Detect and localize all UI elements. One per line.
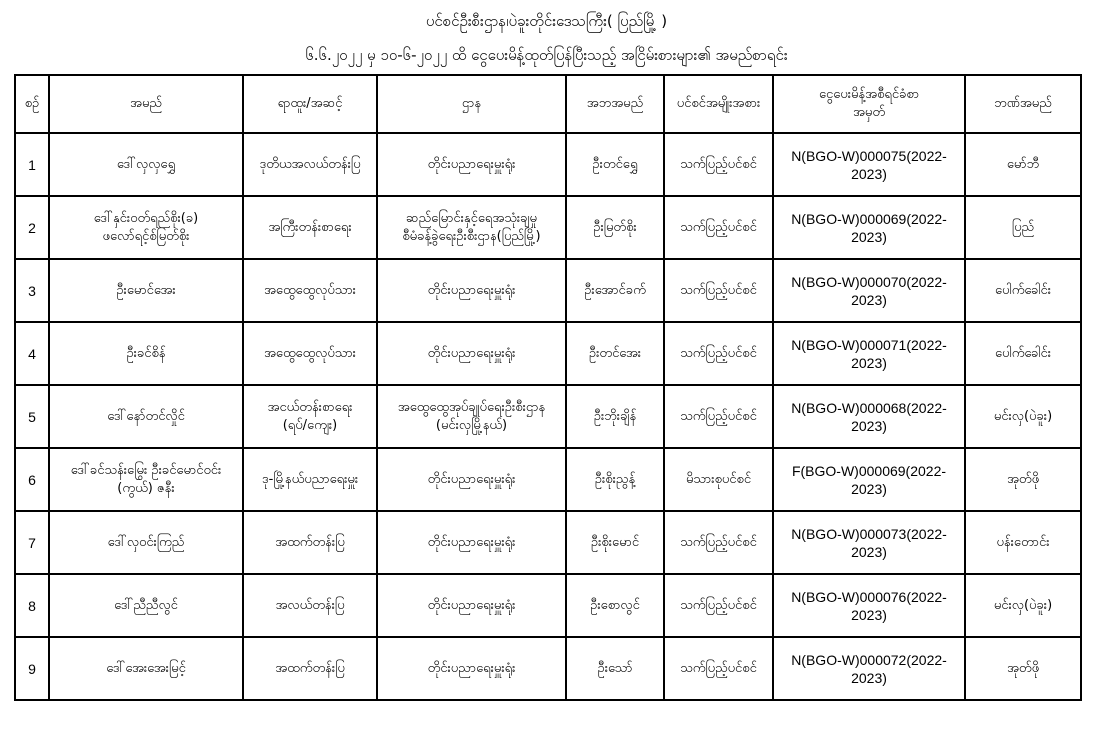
- cell-no: 5: [15, 385, 49, 448]
- table-row: [15, 133, 1081, 196]
- cell-name: ဒေါ်ညီညီလွင်: [49, 574, 243, 637]
- cell-father: ဦးအောင်ခက်: [566, 259, 664, 322]
- cell-no: 9: [15, 637, 49, 700]
- cell-ref: N(BGO-W)000071(2022-2023): [773, 322, 965, 385]
- cell-father: ဦးစောလွင်: [566, 574, 664, 637]
- cell-department: တိုင်းပညာရေးမှူးရုံး: [377, 448, 566, 511]
- cell-father: ဦးစိုးမောင်: [566, 511, 664, 574]
- cell-father: ဦးတင်ရွှေ: [566, 133, 664, 196]
- cell-pension-type: သက်ပြည့်ပင်စင်: [664, 574, 773, 637]
- col-header-department: ဌာန: [377, 75, 566, 133]
- cell-no: 4: [15, 322, 49, 385]
- cell-department: တိုင်းပညာရေးမှူးရုံး: [377, 574, 566, 637]
- cell-name: ဦးမောင်အေး: [49, 259, 243, 322]
- cell-father: ဦးစိုးညွန့်: [566, 448, 664, 511]
- cell-department: တိုင်းပညာရေးမှူးရုံး: [377, 259, 566, 322]
- cell-father: ဦးမြတ်စိုး: [566, 196, 664, 259]
- cell-ref: N(BGO-W)000069(2022-2023): [773, 196, 965, 259]
- cell-pension-type: သက်ပြည့်ပင်စင်: [664, 385, 773, 448]
- cell-no: 6: [15, 448, 49, 511]
- cell-pension-type: မိသားစုပင်စင်: [664, 448, 773, 511]
- pension-table: [14, 74, 1082, 701]
- col-header-father: အဘအမည်: [566, 75, 664, 133]
- col-header-no: စဉ်: [15, 75, 49, 133]
- cell-bank: မင်းလှ(ပဲခူး): [965, 385, 1081, 448]
- col-header-rank: ရာထူး/အဆင့်: [243, 75, 377, 133]
- cell-ref: N(BGO-W)000073(2022-2023): [773, 511, 965, 574]
- cell-department: တိုင်းပညာရေးမှူးရုံး: [377, 133, 566, 196]
- cell-name: ဦးခင်စိန်: [49, 322, 243, 385]
- cell-ref: N(BGO-W)000076(2022-2023): [773, 574, 965, 637]
- table-row: [15, 196, 1081, 259]
- cell-name: ဒေါ်အေးအေးမြင့်: [49, 637, 243, 700]
- cell-father: ဦးသော်: [566, 637, 664, 700]
- cell-name: ဒေါ်နှင်းဝတ်ရည်စိုး(ခ) ဖလော်ရင့်စ်မြတ်စိုး: [49, 196, 243, 259]
- table-row: [15, 322, 1081, 385]
- col-header-ref: ငွေပေးမိန့်အစီရင်ခံစာ အမှတ်: [773, 75, 965, 133]
- cell-bank: မင်းလှ(ပဲခူး): [965, 574, 1081, 637]
- cell-pension-type: သက်ပြည့်ပင်စင်: [664, 259, 773, 322]
- cell-rank: ဒုတိယအလယ်တန်းပြ: [243, 133, 377, 196]
- cell-rank: အလယ်တန်းပြ: [243, 574, 377, 637]
- table-row: [15, 574, 1081, 637]
- cell-bank: ပန်းတောင်း: [965, 511, 1081, 574]
- cell-rank: အကြီးတန်းစာရေး: [243, 196, 377, 259]
- col-header-name: အမည်: [49, 75, 243, 133]
- cell-pension-type: သက်ပြည့်ပင်စင်: [664, 511, 773, 574]
- cell-name: ဒေါ်နော်တင်လှိုင်: [49, 385, 243, 448]
- cell-department: တိုင်းပညာရေးမှူးရုံး: [377, 322, 566, 385]
- cell-department: တိုင်းပညာရေးမှူးရုံး: [377, 637, 566, 700]
- cell-department: အထွေထွေအုပ်ချုပ်ရေးဦးစီးဌာန (မင်းလှမြို့နယ်): [377, 385, 566, 448]
- cell-father: ဦးတင်အေး: [566, 322, 664, 385]
- cell-pension-type: သက်ပြည့်ပင်စင်: [664, 322, 773, 385]
- cell-no: 8: [15, 574, 49, 637]
- cell-rank: ဒု-မြို့နယ်ပညာရေးမှူး: [243, 448, 377, 511]
- cell-ref: N(BGO-W)000075(2022-2023): [773, 133, 965, 196]
- cell-rank: အထွေထွေလုပ်သား: [243, 322, 377, 385]
- cell-department: တိုင်းပညာရေးမှူးရုံး: [377, 511, 566, 574]
- cell-bank: အုတ်ဖို: [965, 637, 1081, 700]
- cell-pension-type: သက်ပြည့်ပင်စင်: [664, 133, 773, 196]
- cell-ref: N(BGO-W)000072(2022-2023): [773, 637, 965, 700]
- cell-bank: မော်ဘီ: [965, 133, 1081, 196]
- table-row: [15, 511, 1081, 574]
- cell-pension-type: သက်ပြည့်ပင်စင်: [664, 637, 773, 700]
- cell-ref: N(BGO-W)000070(2022-2023): [773, 259, 965, 322]
- table-row: [15, 385, 1081, 448]
- cell-bank: အုတ်ဖို: [965, 448, 1081, 511]
- table-row: [15, 448, 1081, 511]
- cell-pension-type: သက်ပြည့်ပင်စင်: [664, 196, 773, 259]
- cell-name: ဒေါ်လှလှရွှေ: [49, 133, 243, 196]
- document-title: ပင်စင်ဦးစီးဌာန၊ပဲခူးတိုင်းဒေသကြီး( ပြည်မြို့ ): [425, 12, 668, 30]
- cell-bank: ပေါက်ခေါင်း: [965, 259, 1081, 322]
- cell-father: ဦးဘိုးချိန်: [566, 385, 664, 448]
- cell-ref: N(BGO-W)000068(2022-2023): [773, 385, 965, 448]
- cell-bank: ပေါက်ခေါင်း: [965, 322, 1081, 385]
- cell-rank: အထွေထွေလုပ်သား: [243, 259, 377, 322]
- table-row: [15, 259, 1081, 322]
- header-row: [15, 75, 1081, 133]
- col-header-bank: ဘဏ်အမည်: [965, 75, 1081, 133]
- document-subtitle: ၆.၆.၂၀၂၂ မှ ၁၀-၆-၂၀၂၂ ထိ ငွေပေးမိန့်ထုတ်ပြန်ပြီးသည့် အငြိမ်းစားများ၏ အမည်စာရင်း: [305, 46, 788, 64]
- cell-bank: ပြည်: [965, 196, 1081, 259]
- cell-no: 3: [15, 259, 49, 322]
- cell-no: 1: [15, 133, 49, 196]
- cell-rank: အငယ်တန်းစာရေး (ရပ်/ကျေး): [243, 385, 377, 448]
- cell-department: ဆည်မြောင်းနှင့်ရေအသုံးချမှု စီမံခန့်ခွဲရေးဦးစီးဌာန(ပြည်မြို့): [377, 196, 566, 259]
- cell-name: ဒေါ်လှဝင်းကြည်: [49, 511, 243, 574]
- cell-ref: F(BGO-W)000069(2022-2023): [773, 448, 965, 511]
- table-row: [15, 637, 1081, 700]
- cell-rank: အထက်တန်းပြ: [243, 637, 377, 700]
- cell-no: 2: [15, 196, 49, 259]
- cell-name: ဒေါ်ခင်သန်းမြွေး ဦးခင်မောင်ဝင်း (ကွယ်) ဇနီး: [49, 448, 243, 511]
- cell-no: 7: [15, 511, 49, 574]
- cell-rank: အထက်တန်းပြ: [243, 511, 377, 574]
- col-header-pension-type: ပင်စင်အမျိုးအစား: [664, 75, 773, 133]
